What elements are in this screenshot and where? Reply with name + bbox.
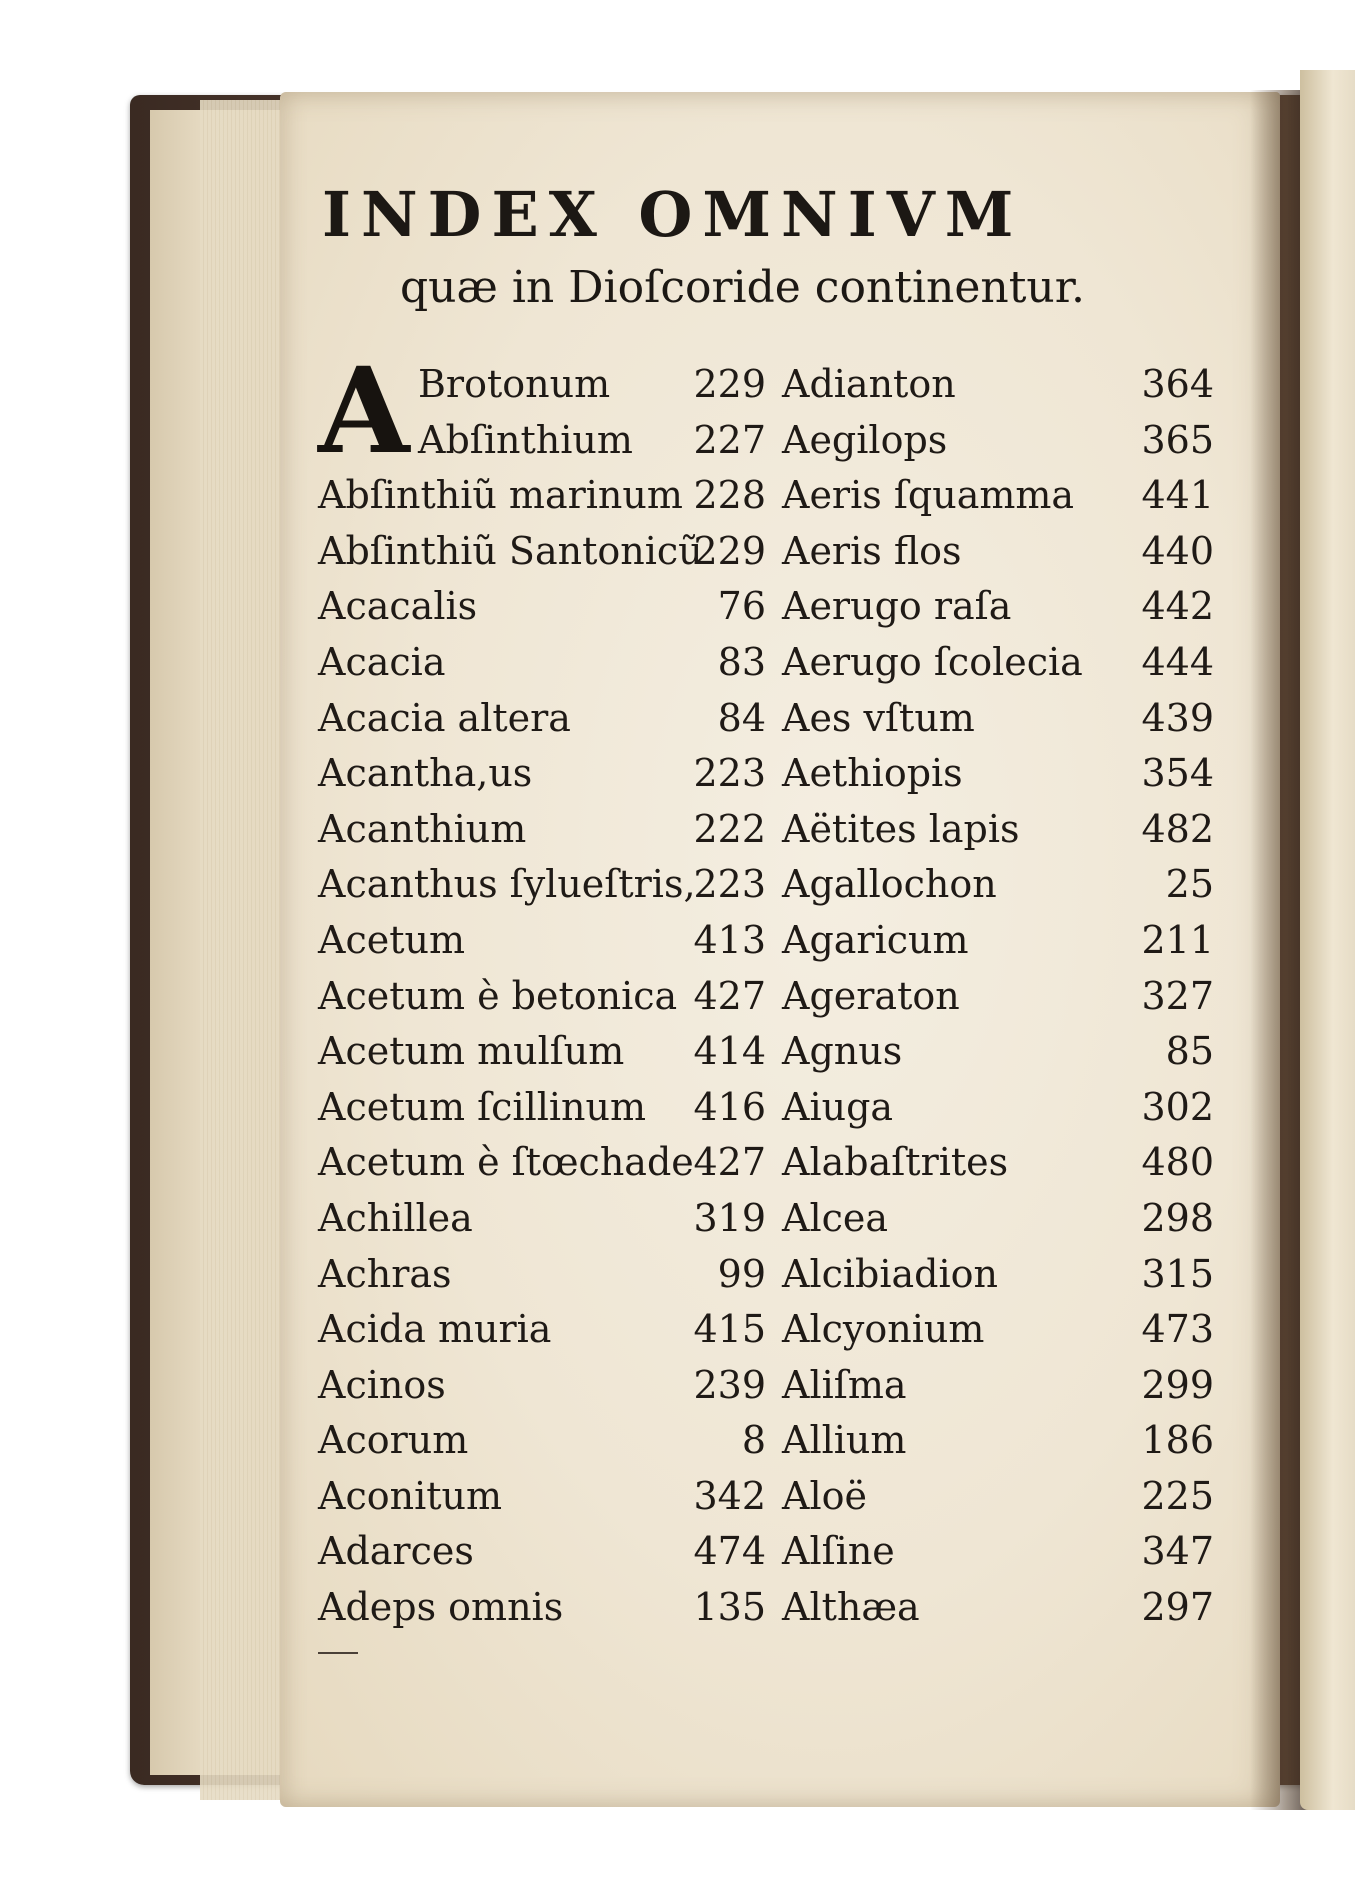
index-term: Aliſma xyxy=(782,1362,907,1407)
index-term: Agnus xyxy=(782,1029,903,1074)
index-page-number: 84 xyxy=(717,695,766,740)
index-page-number: 99 xyxy=(717,1251,766,1296)
index-term: Ageraton xyxy=(782,973,960,1018)
index-column-right xyxy=(782,362,1214,1641)
index-page-number: 298 xyxy=(1141,1195,1214,1240)
index-term: Acantha,us xyxy=(318,751,533,796)
index-term: Achillea xyxy=(318,1195,473,1240)
index-term: Alcyonium xyxy=(782,1307,985,1352)
index-column-left xyxy=(318,362,766,1641)
index-entry xyxy=(782,1140,1214,1196)
index-page-number: 414 xyxy=(693,1029,766,1074)
index-entry xyxy=(318,584,766,640)
index-page-number: 354 xyxy=(1141,751,1214,796)
index-term: Adeps omnis xyxy=(318,1585,564,1630)
index-page-number: 83 xyxy=(717,639,766,684)
index-term: Allium xyxy=(782,1418,907,1463)
index-entry xyxy=(782,584,1214,640)
index-page-number: 25 xyxy=(1165,862,1214,907)
index-entry xyxy=(782,640,1214,696)
index-term: Aes vſtum xyxy=(782,695,975,740)
index-entry xyxy=(782,1363,1214,1419)
index-page-number: 427 xyxy=(693,973,766,1018)
index-entry xyxy=(782,862,1214,918)
index-page-number: 223 xyxy=(693,751,766,796)
index-entry xyxy=(782,807,1214,863)
facing-page-edge xyxy=(1300,70,1355,1810)
index-entry xyxy=(318,1252,766,1308)
index-page-number: 135 xyxy=(693,1585,766,1630)
index-page-number: 347 xyxy=(1141,1529,1214,1574)
index-term: Aegilops xyxy=(782,417,948,462)
index-entry xyxy=(782,696,1214,752)
index-entry xyxy=(318,751,766,807)
index-page-number: 223 xyxy=(693,862,766,907)
index-term: Acetum è ſtœchade xyxy=(318,1140,694,1185)
index-entry xyxy=(782,1252,1214,1308)
index-entry xyxy=(318,1363,766,1419)
index-term: Acanthium xyxy=(318,806,527,851)
page-block-edge xyxy=(200,100,290,1800)
index-term: Aiuga xyxy=(782,1084,894,1129)
index-page-number: 482 xyxy=(1141,806,1214,851)
index-entry xyxy=(782,1029,1214,1085)
index-page-number: 319 xyxy=(693,1195,766,1240)
index-term: Althæa xyxy=(782,1585,920,1630)
index-term: Alſine xyxy=(782,1529,895,1574)
index-entry xyxy=(782,1196,1214,1252)
index-page-number: 186 xyxy=(1141,1418,1214,1463)
index-term: Aconitum xyxy=(318,1473,503,1518)
index-term: Agaricum xyxy=(782,917,969,962)
index-term: Acorum xyxy=(318,1418,469,1463)
index-term: Aeris ſquamma xyxy=(782,473,1075,518)
index-term: Acetum è betonica xyxy=(318,973,678,1018)
index-page-number: 229 xyxy=(693,528,766,573)
index-entry xyxy=(318,1029,766,1085)
index-page-number: 211 xyxy=(1141,917,1214,962)
index-term: Aloë xyxy=(782,1473,867,1518)
index-page-number: 439 xyxy=(1141,695,1214,740)
index-entry xyxy=(318,862,766,918)
index-page-number: 442 xyxy=(1141,584,1214,629)
index-page-number: 327 xyxy=(1141,973,1214,1018)
index-page-number: 473 xyxy=(1141,1307,1214,1352)
index-term: Alcibiadion xyxy=(782,1251,998,1296)
index-entry xyxy=(782,418,1214,474)
index-entry xyxy=(782,751,1214,807)
page-subtitle: quæ in Dioſcoride continentur. xyxy=(400,262,1085,313)
index-entry xyxy=(318,807,766,863)
index-entry xyxy=(782,1585,1214,1641)
index-page-number: 415 xyxy=(693,1307,766,1352)
index-term: Adarces xyxy=(318,1529,474,1574)
index-page-number: 444 xyxy=(1141,639,1214,684)
index-page-number: 440 xyxy=(1141,528,1214,573)
index-term: Abſinthium xyxy=(418,417,633,462)
index-term: Abſinthiũ marinum xyxy=(318,473,683,518)
index-term: Aëtites lapis xyxy=(782,806,1020,851)
index-entry xyxy=(318,1085,766,1141)
index-page-number: 315 xyxy=(1141,1251,1214,1296)
index-term: Aerugo raſa xyxy=(782,584,1012,629)
index-entry xyxy=(782,473,1214,529)
index-page-number: 85 xyxy=(1165,1029,1214,1074)
index-term: Acacia xyxy=(318,639,446,684)
index-page-number: 416 xyxy=(693,1084,766,1129)
index-page-number: 342 xyxy=(693,1473,766,1518)
index-term: Alabaſtrites xyxy=(782,1140,1009,1185)
index-term: Acacia altera xyxy=(318,695,571,740)
index-page-number: 427 xyxy=(693,1140,766,1185)
index-page-number: 239 xyxy=(693,1362,766,1407)
index-term: Alcea xyxy=(782,1195,889,1240)
index-term: Acinos xyxy=(318,1362,446,1407)
index-page-number: 225 xyxy=(1141,1473,1214,1518)
index-term: Acetum xyxy=(318,917,465,962)
index-term: Acetum ſcillinum xyxy=(318,1084,647,1129)
index-entry xyxy=(782,974,1214,1030)
index-page-number: 76 xyxy=(717,584,766,629)
index-entry xyxy=(318,1474,766,1530)
index-page-number: 441 xyxy=(1141,473,1214,518)
index-page-number: 365 xyxy=(1141,417,1214,462)
index-term: Agallochon xyxy=(782,862,997,907)
index-entry xyxy=(782,918,1214,974)
index-term: Adianton xyxy=(782,362,956,406)
index-page-number: 297 xyxy=(1141,1585,1214,1630)
index-term: Brotonum xyxy=(418,362,611,406)
index-entry xyxy=(782,1307,1214,1363)
index-page-number: 229 xyxy=(693,362,766,406)
index-term: Abſinthiũ Santonicũ xyxy=(318,528,703,573)
index-term: Acacalis xyxy=(318,584,478,629)
index-term: Aerugo ſcolecia xyxy=(782,639,1083,684)
index-entry xyxy=(318,362,766,418)
index-page-number: 474 xyxy=(693,1529,766,1574)
index-entry xyxy=(318,1307,766,1363)
index-entry xyxy=(318,1140,766,1196)
index-entry xyxy=(782,1418,1214,1474)
index-term: Achras xyxy=(318,1251,452,1296)
index-page-number: 364 xyxy=(1141,362,1214,406)
index-term: Aethiopis xyxy=(782,751,963,796)
index-entry xyxy=(318,1529,766,1585)
index-entry xyxy=(318,918,766,974)
index-page-number: 227 xyxy=(693,417,766,462)
index-entry xyxy=(782,362,1214,418)
index-page-number: 222 xyxy=(693,806,766,851)
footer-rule xyxy=(318,1652,358,1654)
index-term: Aeris flos xyxy=(782,528,962,573)
index-entry xyxy=(318,529,766,585)
page-title: INDEX OMNIVM xyxy=(322,178,1024,251)
index-term: Acida muria xyxy=(318,1307,552,1352)
index-entry xyxy=(318,473,766,529)
index-page-number: 8 xyxy=(741,1418,766,1463)
index-entry xyxy=(318,974,766,1030)
index-entry xyxy=(782,1529,1214,1585)
index-term: Acetum mulſum xyxy=(318,1029,625,1074)
index-entry xyxy=(318,1418,766,1474)
index-entry xyxy=(782,1085,1214,1141)
index-page-number: 228 xyxy=(693,473,766,518)
index-entry xyxy=(318,418,766,474)
index-entry xyxy=(782,1474,1214,1530)
index-entry xyxy=(318,1196,766,1252)
index-entry xyxy=(318,640,766,696)
index-page-number: 299 xyxy=(1141,1362,1214,1407)
index-page-number: 302 xyxy=(1141,1084,1214,1129)
index-term: Acanthus ſylueſtris, xyxy=(318,862,696,907)
index-entry xyxy=(318,1585,766,1641)
index-page-number: 480 xyxy=(1141,1140,1214,1185)
index-entry xyxy=(318,696,766,752)
drop-cap-initial: A xyxy=(318,341,410,480)
index-page-number: 413 xyxy=(693,917,766,962)
index-entry xyxy=(782,529,1214,585)
